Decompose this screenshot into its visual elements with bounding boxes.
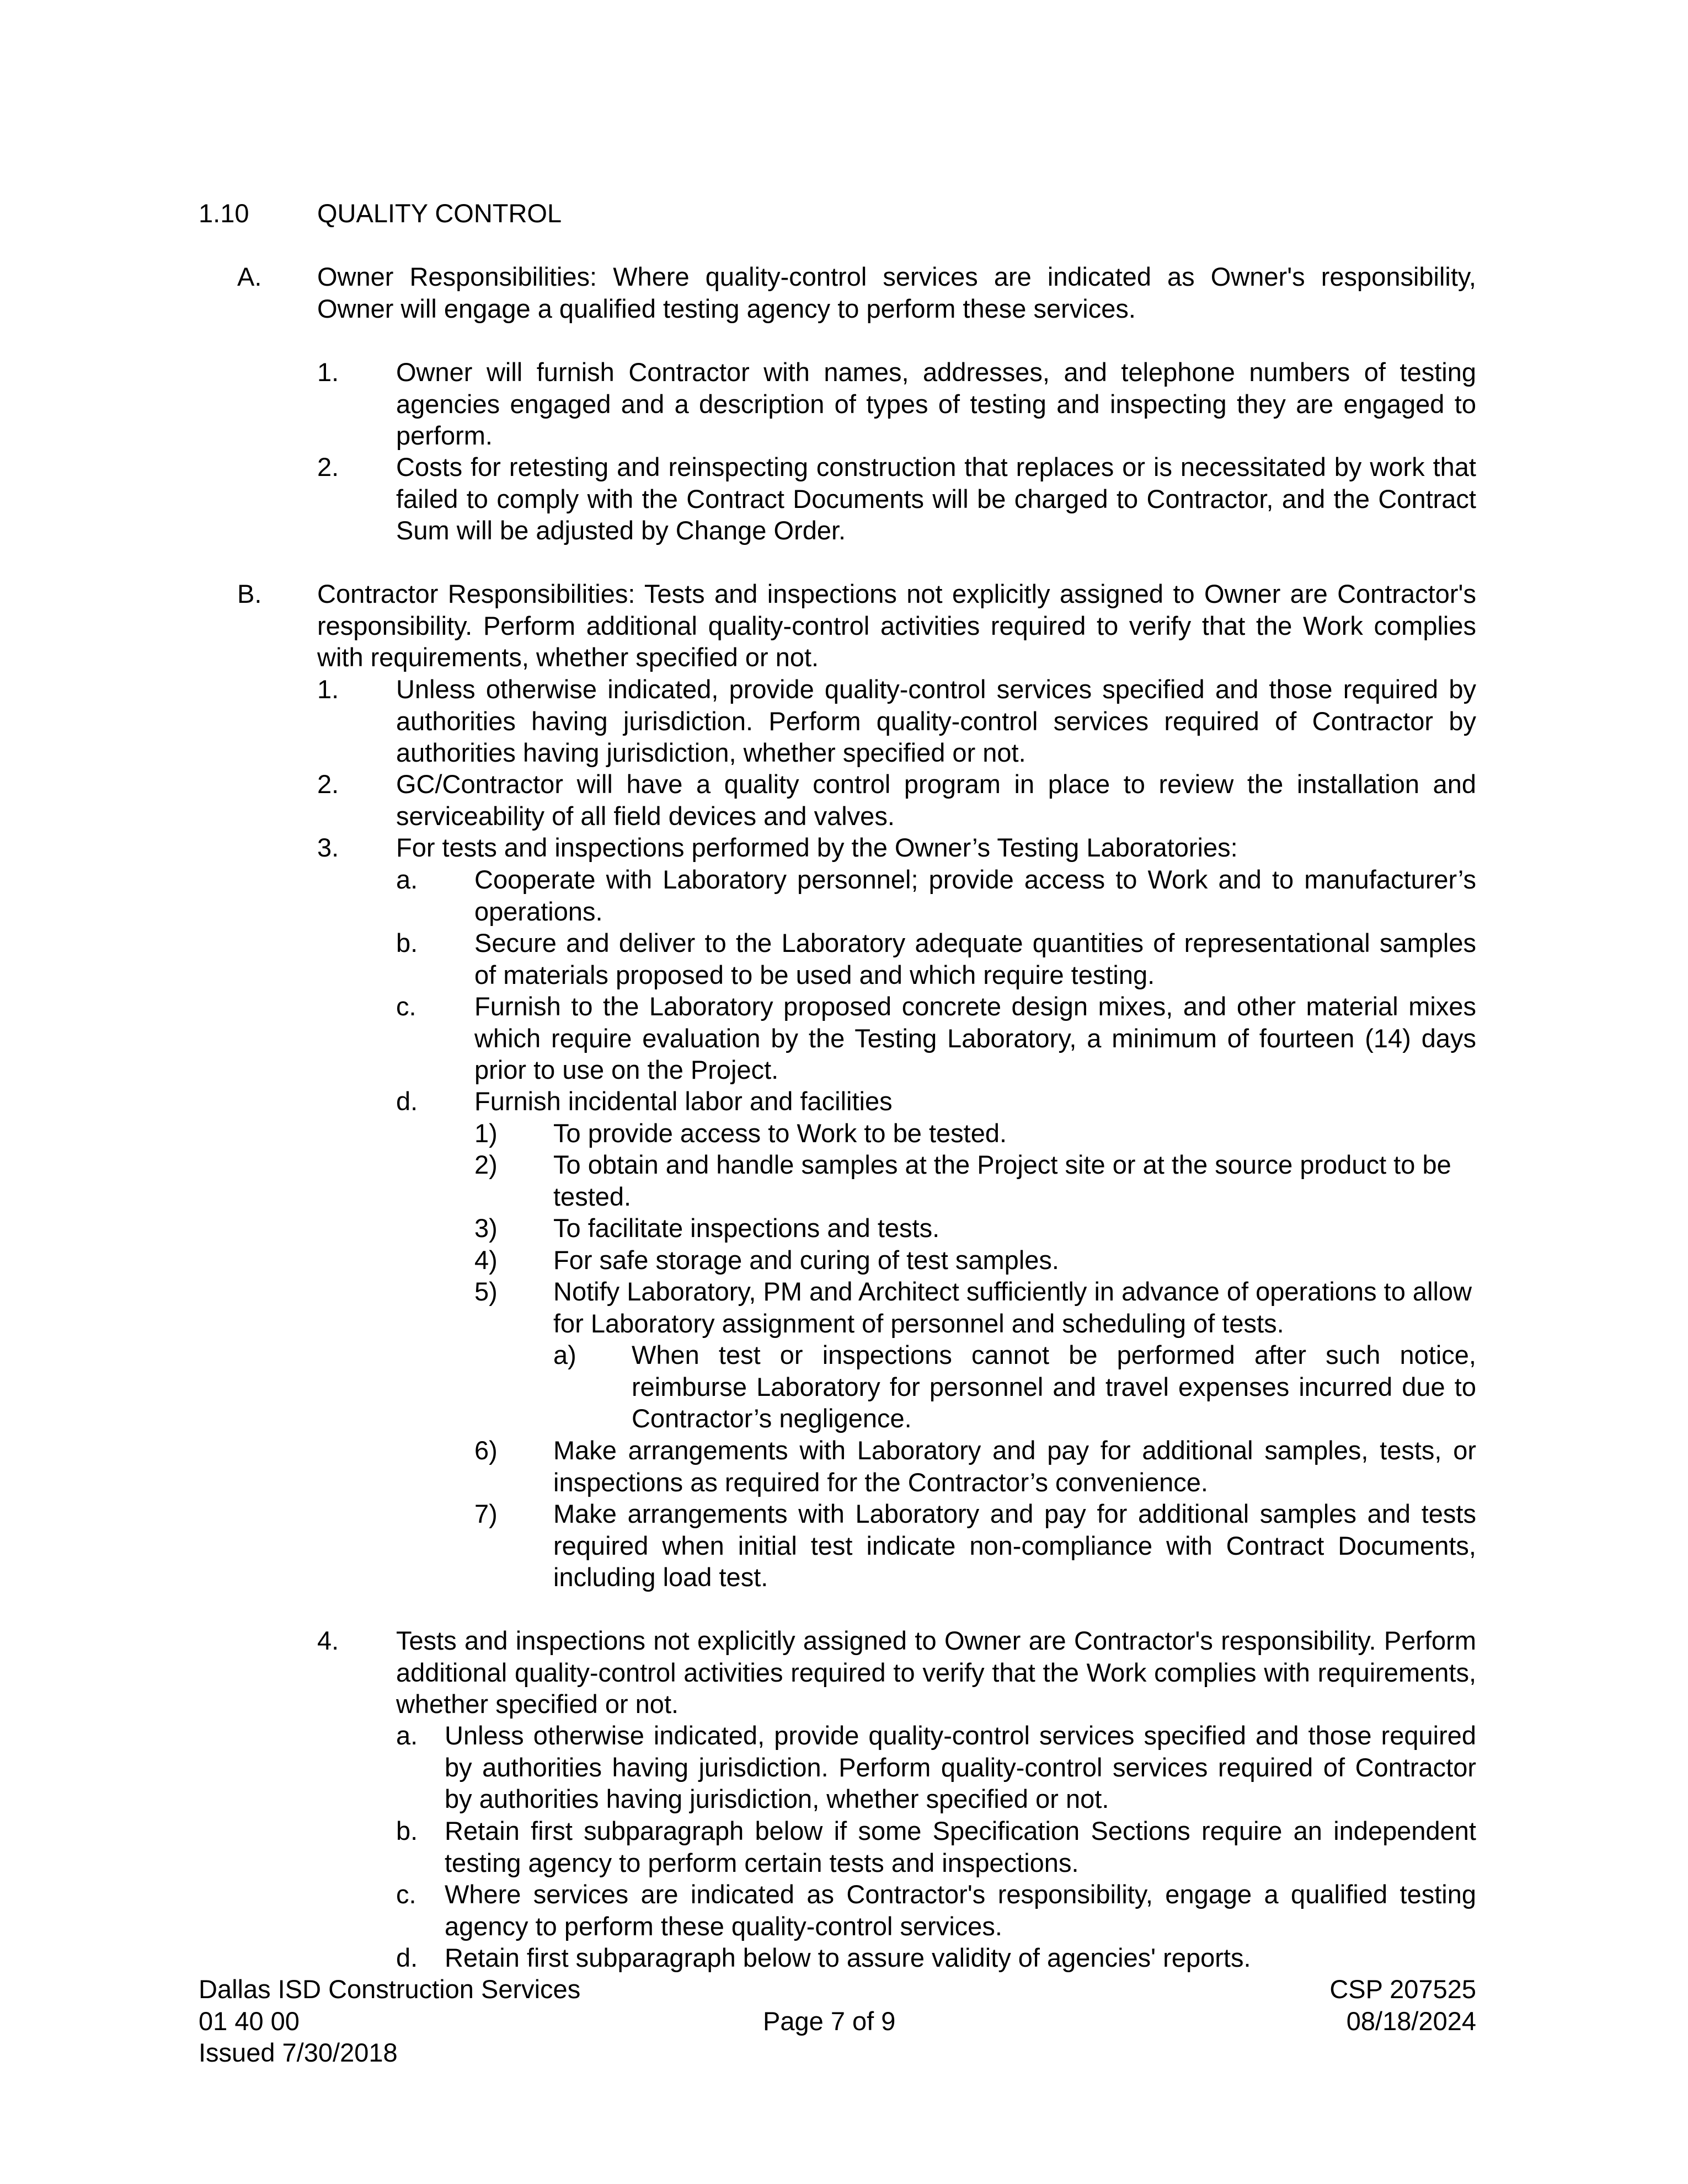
item-3-sub-a	[396, 864, 1476, 927]
item-4-sub-a	[396, 1720, 1476, 1815]
item-text: For safe storage and curing of test samples.	[553, 1245, 1059, 1275]
item-text: Retain first subparagraph below to assure validity of agencies' reports.	[445, 1943, 1251, 1972]
item-label: d.	[396, 1086, 418, 1116]
section-number: 1.10	[199, 199, 249, 228]
paragraph-b	[237, 578, 1476, 673]
item-label: 1)	[474, 1118, 498, 1148]
item-4-sub-d	[396, 1942, 1476, 1974]
item-label: 6)	[474, 1436, 498, 1465]
section-heading	[199, 197, 562, 229]
paragraph-b-item-2	[317, 768, 1476, 832]
item-text: Furnish to the Laboratory proposed concrete design mixes, and other material mixes which require evaluation by the Testing Laboratory, a minimum of fourteen (14) days prior to use on the Project.	[474, 992, 1476, 1084]
item-text: Costs for retesting and reinspecting construction that replaces or is necessitated by work that failed to comply with the Contract Documents will be charged to Contractor, and the Contract Sum will be adjusted by Change Order.	[396, 452, 1476, 545]
item-label: 7)	[474, 1499, 498, 1528]
item-text: Cooperate with Laboratory personnel; provide access to Work and to manufacturer’s operations.	[474, 865, 1476, 926]
item-label: c.	[396, 1880, 416, 1909]
page-footer	[199, 1973, 1476, 2073]
footer-csp: CSP 207525	[1329, 1974, 1476, 2004]
item-text: Tests and inspections not explicitly assigned to Owner are Contractor's responsibility. Perform additional quality-control activities required to verify that the Work complies with requirements, whether specified or not.	[396, 1626, 1476, 1719]
item-label: 2.	[317, 769, 339, 799]
paragraph-b-item-3	[317, 832, 1476, 864]
item-label: 5)	[474, 1277, 498, 1306]
item-3d-sub-5	[474, 1276, 1476, 1339]
paragraph-b-item-4	[317, 1625, 1476, 1720]
item-label: 1.	[317, 675, 339, 704]
item-label: a.	[396, 865, 418, 894]
item-text: To facilitate inspections and tests.	[553, 1213, 940, 1243]
item-label: c.	[396, 992, 416, 1021]
item-3d-sub-2	[474, 1149, 1476, 1212]
paragraph-b-item-1	[317, 673, 1476, 769]
item-3-sub-d	[396, 1085, 1476, 1117]
item-text: For tests and inspections performed by the Owner’s Testing Laboratories:	[396, 833, 1238, 862]
item-label: 2)	[474, 1150, 498, 1179]
item-text: To provide access to Work to be tested.	[553, 1118, 1007, 1148]
item-label: 3.	[317, 833, 339, 862]
item-3d-sub-7	[474, 1498, 1476, 1593]
footer-issued: Issued 7/30/2018	[199, 2038, 398, 2067]
item-3d5-sub-a	[553, 1339, 1476, 1434]
item-text: GC/Contractor will have a quality control program in place to review the installation and serviceability of all field devices and valves.	[396, 769, 1476, 831]
item-label: 3)	[474, 1213, 498, 1243]
item-label: b.	[396, 928, 418, 957]
paragraph-a-text: Owner Responsibilities: Where quality-control services are indicated as Owner's responsibility, Owner will engage a qualified testing agency to perform these services.	[317, 262, 1476, 323]
paragraph-a-item-2	[317, 451, 1476, 547]
item-text: When test or inspections cannot be performed after such notice, reimburse Laboratory for personnel and travel expenses incurred due to Contractor’s negligence.	[632, 1340, 1476, 1433]
item-3d-sub-1	[474, 1117, 1476, 1149]
paragraph-b-text: Contractor Responsibilities: Tests and inspections not explicitly assigned to Owner are Contractor's responsibility. Perform additional quality-control activities required to verify that the Work complies with requirements, whether specified or not.	[317, 579, 1476, 672]
item-label: 2.	[317, 452, 339, 481]
footer-org: Dallas ISD Construction Services	[199, 1974, 581, 2004]
item-text: Secure and deliver to the Laboratory adequate quantities of representational samples of materials proposed to be used and which require testing.	[474, 928, 1476, 989]
item-text: Make arrangements with Laboratory and pay for additional samples and tests required when initial test indicate non-compliance with Contract Documents, including load test.	[553, 1499, 1476, 1592]
item-label: d.	[396, 1943, 418, 1972]
item-text: Unless otherwise indicated, provide quality-control services specified and those required by authorities having jurisdiction. Perform quality-control services required of Contractor by authorities having jurisdiction, whether specified or not.	[396, 675, 1476, 767]
item-label: 4.	[317, 1626, 339, 1655]
paragraph-a-item-1	[317, 356, 1476, 452]
item-3d-sub-6	[474, 1434, 1476, 1498]
item-4-sub-c	[396, 1878, 1476, 1942]
paragraph-a	[237, 261, 1476, 324]
item-3d-sub-4	[474, 1244, 1476, 1276]
item-label: 4)	[474, 1245, 498, 1275]
item-label: a)	[553, 1340, 576, 1369]
item-label: 1.	[317, 357, 339, 387]
item-text: To obtain and handle samples at the Project site or at the source product to be tested.	[553, 1150, 1451, 1211]
section-title: QUALITY CONTROL	[317, 199, 562, 228]
item-text: Notify Laboratory, PM and Architect sufficiently in advance of operations to allow for Laboratory assignment of personnel and scheduling of tests.	[553, 1277, 1472, 1338]
item-label: a.	[396, 1721, 418, 1750]
footer-page-number: Page 7 of 9	[763, 2006, 896, 2036]
footer-right	[1329, 1973, 1476, 2037]
item-3-sub-b	[396, 927, 1476, 991]
paragraph-b-label: B.	[237, 579, 262, 608]
item-text: Where services are indicated as Contractor's responsibility, engage a qualified testing agency to perform these quality-control services.	[445, 1880, 1476, 1941]
item-text: Owner will furnish Contractor with names, addresses, and telephone numbers of testing agencies engaged and a description of types of testing and inspecting they are engaged to perform.	[396, 357, 1476, 450]
item-text: Make arrangements with Laboratory and pay for additional samples, tests, or inspections as required for the Contractor’s convenience.	[553, 1436, 1476, 1497]
item-3-sub-c	[396, 991, 1476, 1086]
paragraph-a-label: A.	[237, 262, 262, 291]
footer-date: 08/18/2024	[1346, 2006, 1476, 2036]
item-text: Furnish incidental labor and facilities	[474, 1086, 893, 1116]
item-label: b.	[396, 1816, 418, 1845]
item-4-sub-b	[396, 1815, 1476, 1878]
item-3d-sub-3	[474, 1212, 1476, 1244]
footer-left	[199, 1973, 580, 2069]
footer-section-number: 01 40 00	[199, 2006, 300, 2036]
item-text: Unless otherwise indicated, provide quality-control services specified and those required by authorities having jurisdiction. Perform quality-control services required of Contractor by authorities having jurisdiction, whether specified or not.	[445, 1721, 1476, 1813]
item-text: Retain first subparagraph below if some Specification Sections require an independent testing agency to perform certain tests and inspections.	[445, 1816, 1476, 1877]
